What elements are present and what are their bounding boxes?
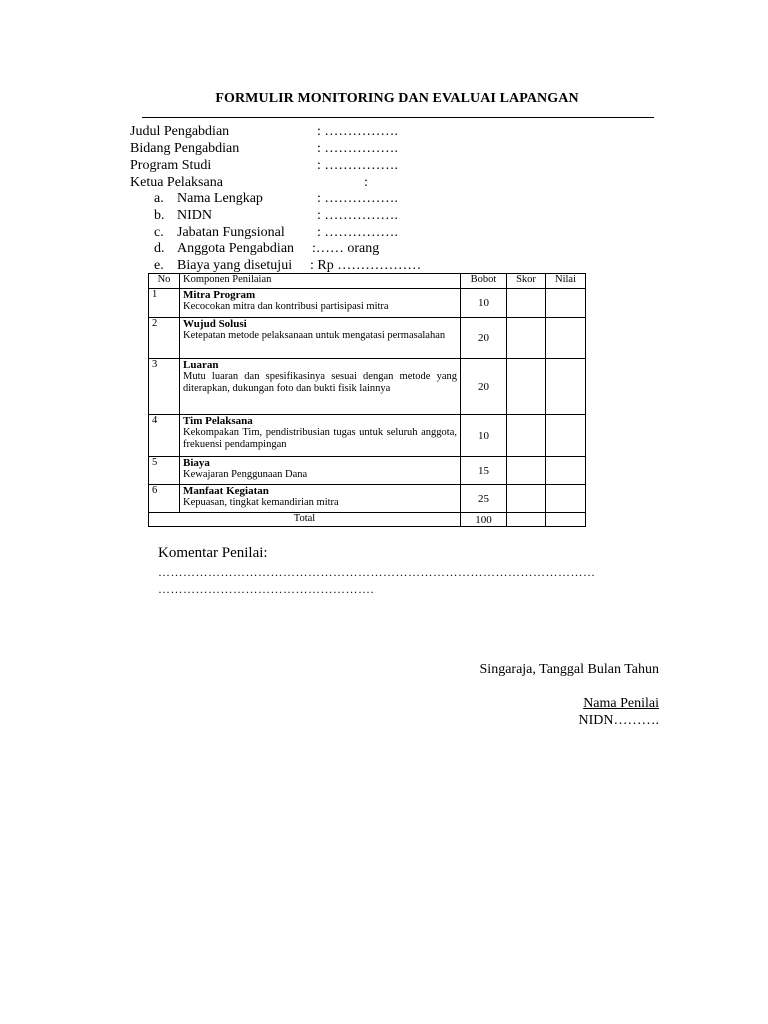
table-row — [149, 415, 586, 457]
row-bobot: 20 — [461, 359, 507, 415]
row-no: 3 — [149, 359, 180, 415]
row-title: Tim Pelaksana — [183, 415, 253, 427]
table-total-row — [149, 513, 586, 527]
total-nilai-cell[interactable] — [546, 513, 586, 527]
row-bobot: 20 — [461, 318, 507, 359]
row-title: Wujud Solusi — [183, 318, 247, 330]
header-komponen: Komponen Penilaian — [180, 274, 461, 289]
subfield-value[interactable]: : Rp ……………… — [310, 258, 422, 273]
subfield-label: Nama Lengkap — [177, 191, 263, 206]
row-bobot: 10 — [461, 415, 507, 457]
subfield-letter: c. — [154, 225, 164, 240]
row-title: Luaran — [183, 359, 219, 371]
subfield-label: NIDN — [177, 208, 212, 223]
title-underline — [142, 117, 654, 118]
subfield-letter: e. — [154, 258, 164, 273]
row-title: Manfaat Kegiatan — [183, 485, 269, 497]
subfield-letter: a. — [154, 191, 164, 206]
row-desc: Mutu luaran dan spesifikasinya sesuai dengan metode yang diterapkan, dukungan foto dan bukti fisik lainnya — [183, 371, 457, 394]
row-desc: Kepuasan, tingkat kemandirian mitra — [183, 497, 339, 508]
assessor-name: Nama Penilai — [583, 696, 659, 711]
total-value: 100 — [461, 513, 507, 527]
row-desc: Ketepatan metode pelaksanaan untuk mengatasi permasalahan — [183, 330, 446, 341]
subfield-value[interactable]: : ……………. — [317, 191, 398, 206]
subfield-value[interactable]: : ……………. — [317, 208, 398, 223]
table-row — [149, 485, 586, 513]
header-nilai: Nilai — [546, 274, 586, 289]
komentar-label: Komentar Penilai: — [158, 545, 268, 561]
row-nilai-cell[interactable] — [546, 485, 586, 513]
row-desc: Kecocokan mitra dan kontribusi partisipasi mitra — [183, 301, 389, 312]
row-skor-cell[interactable] — [507, 359, 546, 415]
field-label: Judul Pengabdian — [130, 124, 230, 139]
subfield-label: Biaya yang disetujui — [177, 258, 293, 273]
row-skor-cell[interactable] — [507, 485, 546, 513]
row-no: 5 — [149, 457, 180, 485]
row-no: 2 — [149, 318, 180, 359]
field-value[interactable]: : — [364, 175, 368, 190]
row-bobot: 10 — [461, 289, 507, 318]
row-skor-cell[interactable] — [507, 289, 546, 318]
subfield-value[interactable]: : ……………. — [317, 225, 398, 240]
table-row — [149, 289, 586, 318]
assessment-table — [148, 273, 586, 527]
subfield-label: Jabatan Fungsional — [177, 225, 285, 240]
row-nilai-cell[interactable] — [546, 359, 586, 415]
table-header-row — [149, 274, 586, 289]
row-no: 4 — [149, 415, 180, 457]
header-bobot: Bobot — [461, 274, 507, 289]
row-nilai-cell[interactable] — [546, 289, 586, 318]
row-skor-cell[interactable] — [507, 457, 546, 485]
row-nilai-cell[interactable] — [546, 415, 586, 457]
assessor-nidn: NIDN………. — [578, 713, 659, 728]
row-komponen — [180, 457, 461, 485]
form-title: FORMULIR MONITORING DAN EVALUAI LAPANGAN — [215, 91, 579, 106]
row-no: 6 — [149, 485, 180, 513]
field-label: Program Studi — [130, 158, 212, 173]
row-nilai-cell[interactable] — [546, 457, 586, 485]
table-row — [149, 359, 586, 415]
komentar-line-2[interactable]: ……………………………………………. — [158, 582, 374, 596]
row-skor-cell[interactable] — [507, 318, 546, 359]
header-no: No — [149, 274, 180, 289]
subfield-label: Anggota Pengabdian — [177, 241, 295, 256]
komentar-line-1[interactable]: …………………………………………………………………………………………… — [158, 565, 596, 579]
table-row — [149, 457, 586, 485]
total-label: Total — [149, 513, 461, 527]
row-desc: Kewajaran Penggunaan Dana — [183, 469, 308, 480]
subfield-letter: b. — [154, 208, 165, 223]
row-title: Biaya — [183, 457, 210, 469]
total-skor-cell[interactable] — [507, 513, 546, 527]
row-komponen — [180, 485, 461, 513]
subfield-letter: d. — [154, 241, 165, 256]
field-label: Bidang Pengabdian — [130, 141, 240, 156]
row-bobot: 25 — [461, 485, 507, 513]
row-nilai-cell[interactable] — [546, 318, 586, 359]
row-komponen — [180, 289, 461, 318]
row-bobot: 15 — [461, 457, 507, 485]
field-value[interactable]: : ……………. — [317, 158, 398, 173]
table-row — [149, 318, 586, 359]
field-value[interactable]: : ……………. — [317, 124, 398, 139]
row-desc: Kekompakan Tim, pendistribusian tugas untuk seluruh anggota, frekuensi pendampingan — [183, 427, 457, 450]
header-skor: Skor — [507, 274, 546, 289]
field-value[interactable]: : ……………. — [317, 141, 398, 156]
place-date: Singaraja, Tanggal Bulan Tahun — [479, 662, 659, 677]
row-komponen — [180, 318, 461, 359]
row-komponen — [180, 359, 461, 415]
subfield-value[interactable]: :…… orang — [312, 241, 380, 256]
row-no: 1 — [149, 289, 180, 318]
row-komponen — [180, 415, 461, 457]
row-title: Mitra Program — [183, 289, 256, 301]
row-skor-cell[interactable] — [507, 415, 546, 457]
field-label: Ketua Pelaksana — [130, 175, 223, 190]
